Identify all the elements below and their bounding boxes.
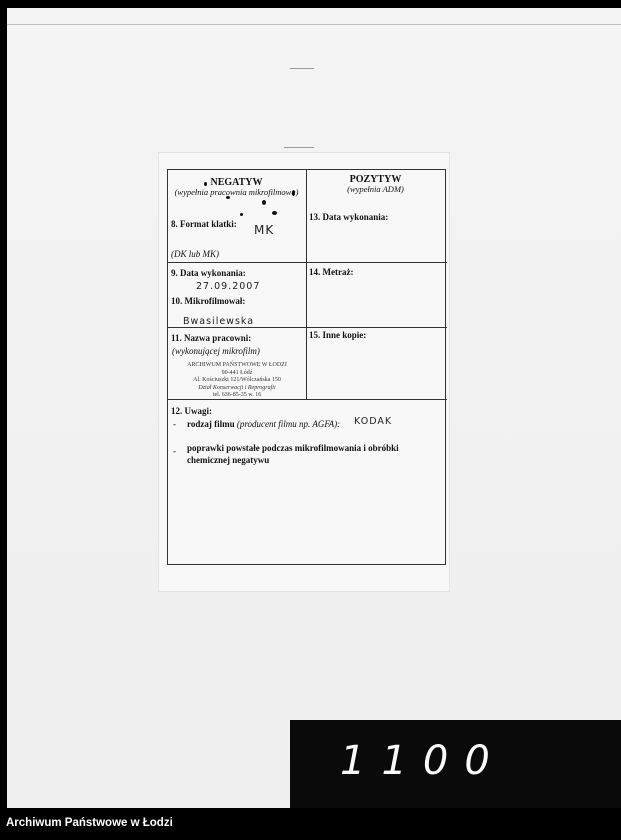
pozytyw-date-label: 13. Data wykonania: [309, 212, 389, 222]
stamp-line: tel. 636-85-35 w. 16 [212, 392, 262, 398]
stamp-line: Dział Konserwacji i Reprografii [198, 384, 276, 391]
format-hint: (DK lub MK) [171, 249, 219, 259]
column-divider [306, 170, 307, 400]
format-label: 8. Format klatki: [171, 219, 237, 229]
lab-stamp [172, 362, 302, 400]
negatyw-subtitle: (wypełnia pracownia mikrofilmowa) [174, 187, 299, 197]
stamp-line: 90-441 Łódź [221, 369, 253, 376]
other-copies-label: 15. Inne kopie: [309, 330, 367, 340]
remarks-item-film [187, 419, 340, 430]
film-type-label: rodzaj filmu [187, 419, 235, 429]
film-type-value: KODAK [354, 416, 393, 427]
stamp-line: Al. Kościuszki 121/Wólczańska 150 [193, 377, 281, 383]
date-value: 27.09.2007 [196, 281, 261, 292]
remarks-item-corrections-cont: chemicznej negatywu [187, 455, 270, 465]
sheet-fold-line [7, 24, 621, 25]
ink-blot [272, 211, 277, 215]
date-label: 9. Data wykonania: [171, 268, 246, 278]
operator-signature: Bwasilewska [183, 316, 255, 327]
scan-mark [284, 147, 314, 148]
lab-name-hint: (wykonującej mikrofilm) [172, 346, 260, 356]
film-type-hint: (producent filmu np. AGFA): [236, 419, 341, 429]
ink-blot [262, 200, 266, 205]
archive-name: Archiwum Państwowe w Łodzi [6, 817, 173, 829]
frame-counter: 1100 [340, 738, 506, 784]
remarks-item-corrections: poprawki powstałe podczas mikrofilmowania i obróbki [187, 443, 399, 453]
format-value: MK [254, 223, 275, 237]
operator-label: 10. Mikrofilmował: [171, 296, 246, 306]
remarks-bullet: - [173, 446, 176, 456]
pozytyw-title: POZYTYW [349, 174, 402, 185]
ink-blot [240, 213, 243, 216]
remarks-label: 12. Uwagi: [171, 406, 212, 416]
film-edge-left [0, 0, 7, 808]
row-divider [168, 327, 447, 328]
film-edge-top [0, 0, 621, 8]
remarks-bullet: - [173, 419, 176, 429]
stamp-line: ARCHIWUM PAŃSTWOWE W ŁODZI [187, 362, 287, 368]
lab-name-label: 11. Nazwa pracowni: [171, 333, 252, 343]
negatyw-title: NEGATYW [210, 177, 263, 188]
scan-mark [290, 68, 314, 69]
row-divider [168, 262, 447, 263]
pozytyw-subtitle: (wypełnia ADM) [347, 184, 404, 194]
metraz-label: 14. Metraż: [309, 267, 354, 277]
